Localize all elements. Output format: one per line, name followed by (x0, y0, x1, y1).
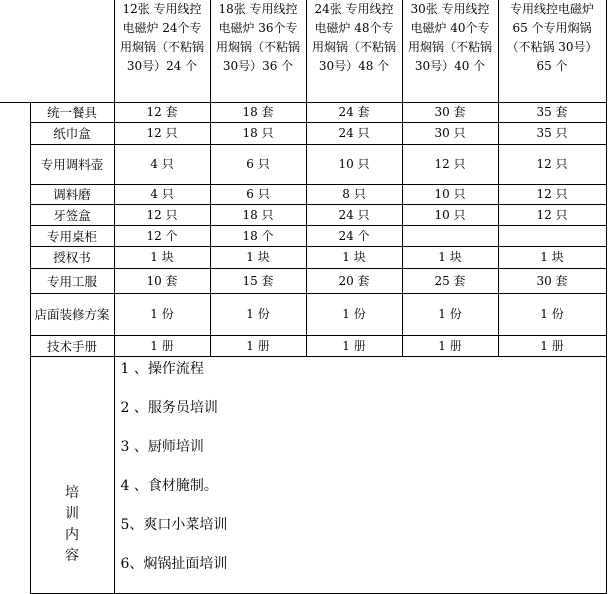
column-header: 24张 专用线控电磁炉 48个专用焖锅（不粘锅 30号）48 个 (306, 0, 402, 103)
table-cell: 1 册 (498, 336, 606, 357)
table-row (0, 123, 606, 145)
column-header: 专用线控电磁炉 65 个专用焖锅（不粘锅 30号）65 个 (498, 0, 606, 103)
table-cell: 12 只 (114, 123, 210, 145)
table-cell (498, 226, 606, 247)
table-cell: 30 套 (402, 103, 498, 123)
table-cell: 6 只 (210, 145, 306, 185)
column-header: 18张 专用线控电磁炉 36个专用焖锅（不粘锅 30号）36 个 (210, 0, 306, 103)
table-cell: 10 只 (402, 205, 498, 226)
table-row (0, 145, 606, 185)
table-cell: 24 套 (306, 103, 402, 123)
table-cell: 1 份 (210, 294, 306, 336)
table-cell: 1 册 (306, 336, 402, 357)
left-margin (0, 357, 30, 594)
table-cell: 12 只 (498, 205, 606, 226)
table-cell: 1 册 (210, 336, 306, 357)
table-row (0, 269, 606, 294)
training-item: 4 、食材腌制。 (120, 478, 218, 494)
table-row (0, 294, 606, 336)
table-cell: 4 只 (114, 185, 210, 205)
row-label: 统一餐具 (30, 103, 114, 123)
table-cell: 1 册 (402, 336, 498, 357)
training-label-char: 容 (65, 548, 79, 564)
left-margin (0, 103, 30, 357)
table-cell: 24 个 (306, 226, 402, 247)
table-cell: 25 套 (402, 269, 498, 294)
row-label: 纸巾盒 (30, 123, 114, 145)
training-item: 6、焖锅扯面培训 (120, 556, 228, 572)
training-label (30, 357, 114, 594)
table-cell: 20 套 (306, 269, 402, 294)
table-cell: 1 份 (498, 294, 606, 336)
table-row (0, 247, 606, 269)
table-cell: 24 只 (306, 123, 402, 145)
table-cell: 1 份 (402, 294, 498, 336)
table-cell: 6 只 (210, 185, 306, 205)
training-label-char: 训 (65, 506, 79, 522)
table-row (0, 226, 606, 247)
table-cell: 12 套 (114, 103, 210, 123)
table-cell: 8 只 (306, 185, 402, 205)
table-cell: 1 块 (114, 247, 210, 269)
row-label: 技术手册 (30, 336, 114, 357)
table-row (0, 185, 606, 205)
table-row (0, 205, 606, 226)
table-cell: 15 套 (210, 269, 306, 294)
table-cell: 24 只 (306, 205, 402, 226)
table-row (0, 336, 606, 357)
training-item: 1 、操作流程 (120, 361, 204, 377)
training-label-char: 内 (65, 527, 79, 543)
table-cell: 10 只 (306, 145, 402, 185)
table-cell: 1 块 (306, 247, 402, 269)
table-cell: 12 只 (498, 185, 606, 205)
column-header: 12张 专用线控电磁炉 24个专用焖锅（不粘锅 30号）24 个 (114, 0, 210, 103)
row-label: 专用调料壶 (30, 145, 114, 185)
header-corner (0, 0, 114, 103)
table-cell: 30 只 (402, 123, 498, 145)
table-cell: 18 套 (210, 103, 306, 123)
row-label: 调料磨 (30, 185, 114, 205)
row-label: 店面装修方案 (30, 294, 114, 336)
row-label: 牙签盒 (30, 205, 114, 226)
row-label: 专用桌柜 (30, 226, 114, 247)
row-label: 专用工服 (30, 269, 114, 294)
table-cell: 1 块 (402, 247, 498, 269)
header-row (0, 0, 606, 103)
table-row (0, 103, 606, 123)
column-header: 30张 专用线控电磁炉 40个专用焖锅（不粘锅 30号）40 个 (402, 0, 498, 103)
table-cell: 18 只 (210, 123, 306, 145)
table-cell: 35 只 (498, 123, 606, 145)
table-cell: 30 套 (498, 269, 606, 294)
table-cell: 1 份 (306, 294, 402, 336)
training-item: 3 、厨师培训 (120, 439, 204, 455)
table-cell: 12 只 (114, 205, 210, 226)
training-label-char: 培 (65, 485, 79, 501)
training-item: 5、爽口小菜培训 (120, 517, 228, 533)
table-cell: 10 套 (114, 269, 210, 294)
table-cell (402, 226, 498, 247)
training-item: 2 、服务员培训 (120, 400, 218, 416)
training-row (0, 357, 606, 594)
table-cell: 12 个 (114, 226, 210, 247)
training-content (114, 357, 606, 594)
table-cell: 1 块 (210, 247, 306, 269)
table-cell: 35 套 (498, 103, 606, 123)
table-cell: 18 只 (210, 205, 306, 226)
table-cell: 12 只 (498, 145, 606, 185)
table-cell: 1 册 (114, 336, 210, 357)
table-cell: 18 个 (210, 226, 306, 247)
table-cell: 1 份 (114, 294, 210, 336)
row-label: 授权书 (30, 247, 114, 269)
table-cell: 4 只 (114, 145, 210, 185)
table-cell: 1 块 (498, 247, 606, 269)
table-cell: 12 只 (402, 145, 498, 185)
table-cell: 10 只 (402, 185, 498, 205)
